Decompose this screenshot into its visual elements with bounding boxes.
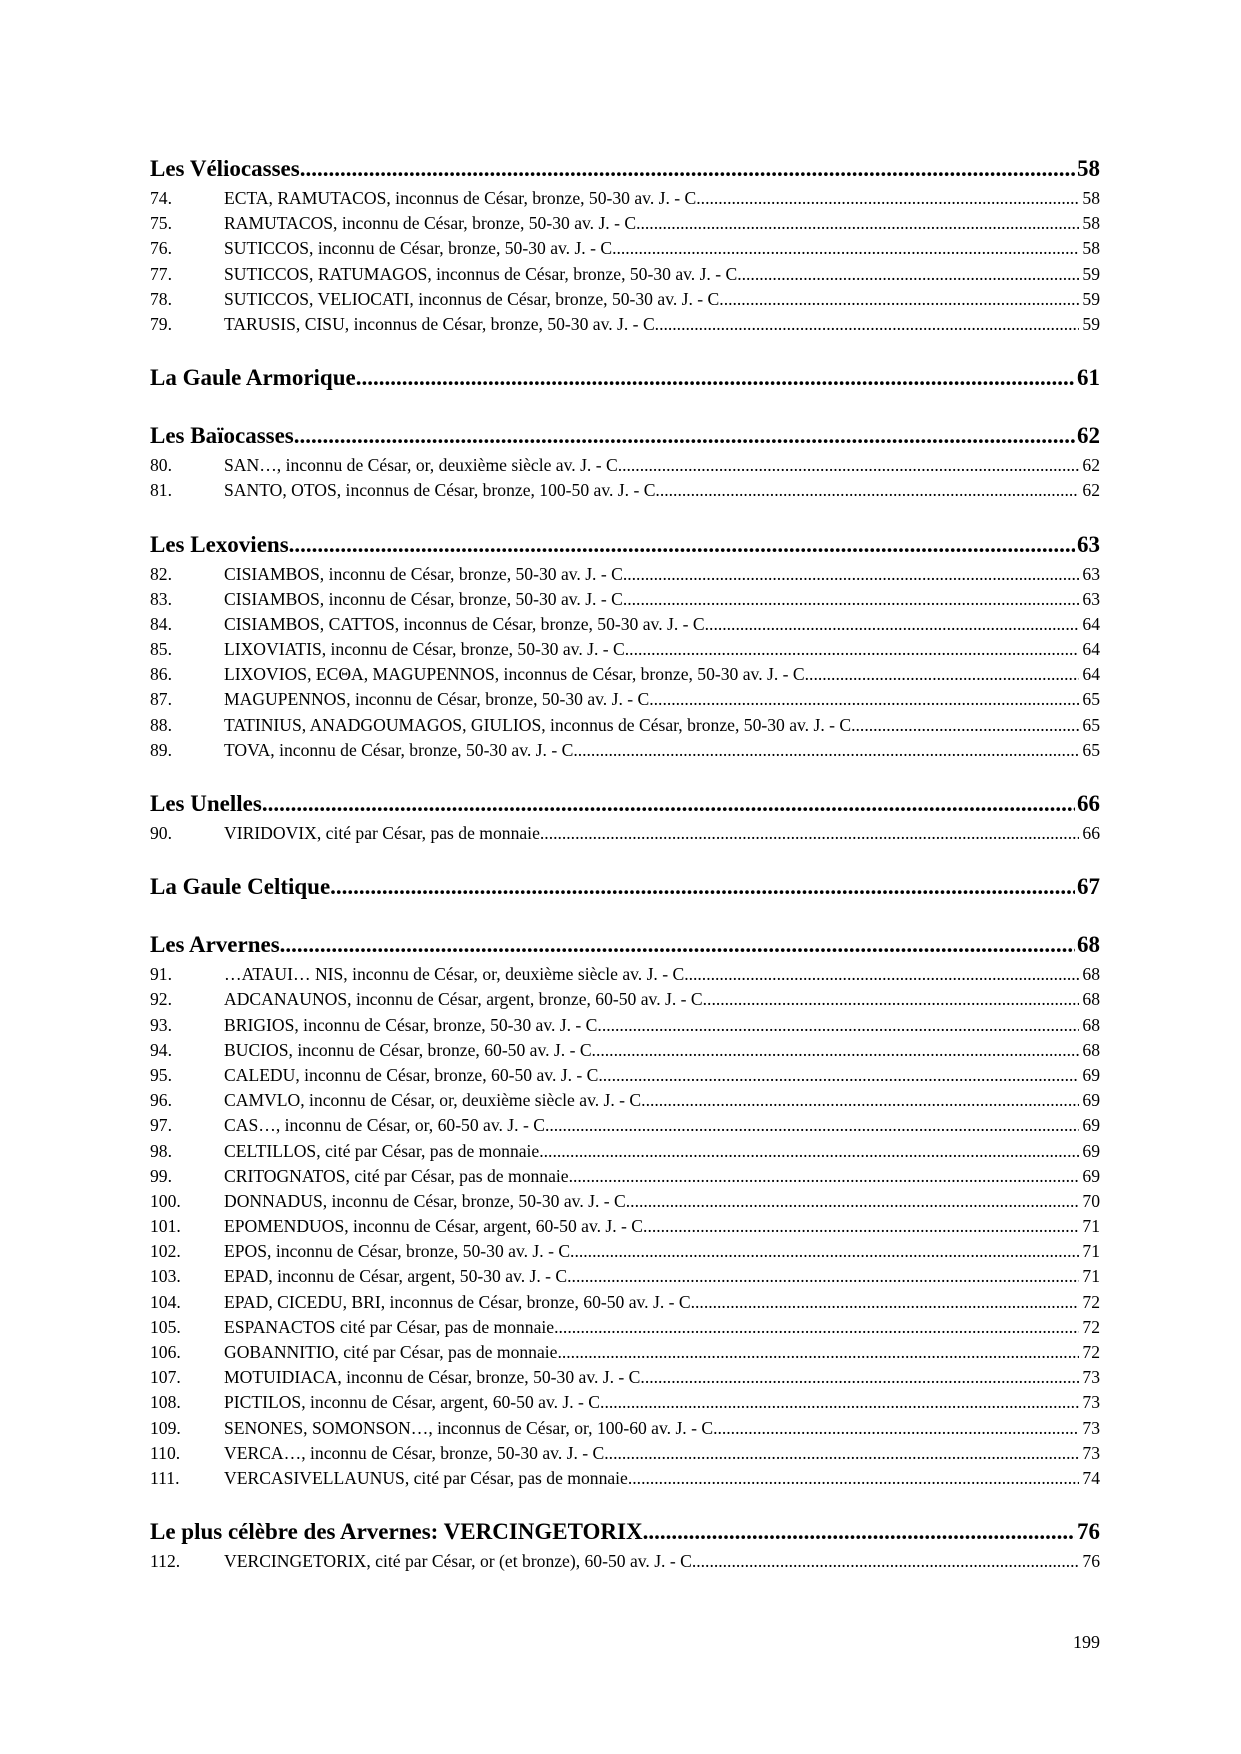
page-number: 199 xyxy=(1073,1632,1100,1652)
toc-entry xyxy=(150,713,1100,738)
entry-number: 76. xyxy=(150,238,172,259)
entry-page: 76 xyxy=(1082,1551,1100,1572)
entry-number: 74. xyxy=(150,188,172,208)
dot-leader xyxy=(289,528,1075,562)
entry-title: GOBANNITIO, cité par César, pas de monnaie xyxy=(224,1342,558,1362)
section-heading xyxy=(150,361,1100,395)
dot-leader xyxy=(627,587,1079,612)
toc-entry xyxy=(150,738,1100,763)
entry-number: 103. xyxy=(150,1266,181,1287)
toc-entry xyxy=(150,637,1100,662)
entry-number: 91. xyxy=(150,964,172,985)
entry-page: 64 xyxy=(1082,613,1100,634)
dot-leader xyxy=(695,1290,1079,1315)
entry-page: 68 xyxy=(1082,1014,1100,1035)
dot-leader xyxy=(742,262,1080,287)
entry-number: 99. xyxy=(150,1165,172,1186)
dot-leader xyxy=(641,211,1080,236)
toc-entry xyxy=(150,1164,1100,1189)
entry-title: SUTICCOS, RATUMAGOS, inconnus de César, bronze, 50-30 av. J. - C. xyxy=(224,263,742,284)
entry-number: 107. xyxy=(150,1367,181,1388)
entry-page: 65 xyxy=(1082,714,1100,735)
entry-number: 79. xyxy=(150,313,172,334)
toc-entry xyxy=(150,1416,1100,1441)
dot-leader xyxy=(604,1390,1079,1415)
entry-page: 69 xyxy=(1082,1165,1100,1186)
dot-leader xyxy=(701,186,1080,211)
toc-entry xyxy=(150,962,1100,987)
entry-page: 58 xyxy=(1082,213,1100,234)
entry-title: SANTO, OTOS, inconnus de César, bronze, 100-50 av. J. - C. xyxy=(224,480,660,501)
dot-leader xyxy=(280,928,1075,962)
entry-number: 101. xyxy=(150,1216,181,1237)
dot-leader xyxy=(654,687,1080,712)
entry-title: SUTICCOS, VELIOCATI, inconnus de César, bronze, 50-30 av. J. - C. xyxy=(224,288,724,309)
entry-number: 112. xyxy=(150,1551,181,1572)
section-page: 62 xyxy=(1077,423,1100,449)
entry-title: VERCA…, inconnu de César, bronze, 50-30 av. J. - C. xyxy=(224,1442,609,1463)
toc-entry xyxy=(150,1038,1100,1063)
toc-entry xyxy=(150,1441,1100,1466)
dot-leader xyxy=(578,738,1080,763)
entry-title: …ATAUI… NIS, inconnu de César, or, deuxième siècle av. J. - C. xyxy=(224,964,689,985)
toc-entry xyxy=(150,562,1100,587)
dot-leader xyxy=(643,1515,1075,1549)
entry-page: 73 xyxy=(1082,1392,1100,1413)
dot-leader xyxy=(809,662,1079,687)
entry-page: 68 xyxy=(1082,964,1100,985)
section-page: 67 xyxy=(1077,874,1100,900)
entry-number: 89. xyxy=(150,739,172,760)
section-title: Les Unelles xyxy=(150,791,262,816)
section-page: 66 xyxy=(1077,791,1100,816)
toc-entry xyxy=(150,1290,1100,1315)
toc-section xyxy=(150,787,1100,846)
entry-title: DONNADUS, inconnu de César, bronze, 50-30 av. J. - C. xyxy=(224,1190,631,1211)
entry-title: VERCASIVELLAUNUS, cité par César, pas de monnaie xyxy=(224,1467,628,1488)
entry-title: CAS…, inconnu de César, or, 60-50 av. J. - C. xyxy=(224,1115,550,1136)
dot-leader xyxy=(557,1340,1079,1365)
entry-title: LIXOVIATIS, inconnu de César, bronze, 50-30 av. J. - C. xyxy=(224,639,630,660)
section-heading xyxy=(150,152,1100,186)
dot-leader xyxy=(645,1365,1080,1390)
entry-page: 69 xyxy=(1082,1140,1100,1161)
entry-page: 72 xyxy=(1082,1291,1100,1312)
toc-entry xyxy=(150,478,1100,503)
toc-entry xyxy=(150,1340,1100,1365)
dot-leader xyxy=(856,713,1080,738)
entry-number: 87. xyxy=(150,689,172,710)
entry-number: 109. xyxy=(150,1417,181,1438)
dot-leader xyxy=(630,1189,1079,1214)
section-gap xyxy=(150,846,1100,870)
entry-page: 72 xyxy=(1082,1316,1100,1337)
section-page: 63 xyxy=(1077,531,1100,557)
entry-page: 66 xyxy=(1082,823,1100,843)
toc-entry xyxy=(150,211,1100,236)
dot-leader xyxy=(646,1088,1080,1113)
entry-title: MAGUPENNOS, inconnu de César, bronze, 50-30 av. J. - C. xyxy=(224,689,654,710)
entry-number: 90. xyxy=(150,823,172,843)
section-heading xyxy=(150,528,1100,562)
toc-entry xyxy=(150,987,1100,1012)
entry-number: 97. xyxy=(150,1115,172,1136)
toc-section xyxy=(150,361,1100,395)
dot-leader xyxy=(549,1113,1079,1138)
dot-leader xyxy=(554,1315,1079,1340)
entry-number: 77. xyxy=(150,263,172,284)
dot-leader xyxy=(300,152,1075,186)
section-heading xyxy=(150,928,1100,962)
entry-title: EPAD, CICEDU, BRI, inconnus de César, bronze, 60-50 av. J. - C. xyxy=(224,1291,696,1312)
section-title: Les Arvernes xyxy=(150,932,280,958)
entry-page: 72 xyxy=(1082,1342,1100,1362)
entry-title: LIXOVIOS, ECΘA, MAGUPENNOS, inconnus de César, bronze, 50-30 av. J. - C. xyxy=(224,664,810,685)
entry-title: PICTILOS, inconnu de César, argent, 60-50 av. J. - C. xyxy=(224,1392,605,1413)
entry-page: 74 xyxy=(1082,1467,1100,1488)
entry-page: 59 xyxy=(1082,313,1100,334)
entry-page: 69 xyxy=(1082,1064,1100,1085)
dot-leader xyxy=(659,312,1079,337)
section-title: Les Véliocasses xyxy=(150,156,300,181)
entry-title: TOVA, inconnu de César, bronze, 50-30 av. J. - C. xyxy=(224,739,578,760)
dot-leader xyxy=(622,453,1079,478)
dot-leader xyxy=(647,1214,1079,1239)
toc-entry xyxy=(150,1113,1100,1138)
toc-entry xyxy=(150,186,1100,211)
entry-number: 102. xyxy=(150,1241,181,1262)
entry-title: CELTILLOS, cité par César, pas de monnaie xyxy=(224,1140,540,1161)
toc-entry xyxy=(150,1390,1100,1415)
entry-page: 70 xyxy=(1082,1190,1100,1211)
dot-leader xyxy=(696,1549,1079,1574)
dot-leader xyxy=(262,787,1075,821)
dot-leader xyxy=(294,419,1075,453)
dot-leader xyxy=(539,1139,1079,1164)
entry-title: CISIAMBOS, inconnu de César, bronze, 50-30 av. J. - C. xyxy=(224,563,628,584)
section-title: Le plus célèbre des Arvernes: VERCINGETORIX xyxy=(150,1519,643,1545)
section-title: Les Lexoviens xyxy=(150,531,289,557)
entry-title: BUCIOS, inconnu de César, bronze, 60-50 av. J. - C. xyxy=(224,1039,596,1060)
entry-page: 64 xyxy=(1082,664,1100,685)
dot-leader xyxy=(596,1038,1079,1063)
entry-number: 93. xyxy=(150,1014,172,1035)
section-gap xyxy=(150,504,1100,528)
entry-title: EPOMENDUOS, inconnu de César, argent, 60-50 av. J. - C. xyxy=(224,1216,648,1237)
section-heading xyxy=(150,419,1100,453)
section-heading xyxy=(150,1515,1100,1549)
toc-entry xyxy=(150,1549,1100,1574)
entry-number: 100. xyxy=(150,1190,181,1211)
section-title: La Gaule Armorique xyxy=(150,365,356,391)
entry-page: 73 xyxy=(1082,1367,1100,1388)
toc-entry xyxy=(150,287,1100,312)
entry-number: 81. xyxy=(150,480,172,501)
section-heading xyxy=(150,787,1100,821)
section-title: Les Baïocasses xyxy=(150,423,294,449)
entry-title: BRIGIOS, inconnu de César, bronze, 50-30 av. J. - C. xyxy=(224,1014,602,1035)
entry-title: CALEDU, inconnu de César, bronze, 60-50 av. J. - C. xyxy=(224,1064,603,1085)
toc-entry xyxy=(150,662,1100,687)
entry-number: 84. xyxy=(150,613,172,634)
entry-title: EPOS, inconnu de César, bronze, 50-30 av. J. - C. xyxy=(224,1241,575,1262)
entry-title: SAN…, inconnu de César, or, deuxième siècle av. J. - C. xyxy=(224,455,623,476)
entry-title: ADCANAUNOS, inconnu de César, argent, bronze, 60-50 av. J. - C. xyxy=(224,989,708,1010)
toc-entry xyxy=(150,1088,1100,1113)
entry-page: 71 xyxy=(1082,1266,1100,1287)
entry-title: TARUSIS, CISU, inconnus de César, bronze, 50-30 av. J. - C. xyxy=(224,313,660,334)
toc-section xyxy=(150,1515,1100,1574)
toc-section xyxy=(150,870,1100,904)
entry-page: 65 xyxy=(1082,689,1100,710)
entry-page: 63 xyxy=(1082,563,1100,584)
entry-title: VIRIDOVIX, cité par César, pas de monnaie xyxy=(224,823,540,843)
entry-number: 96. xyxy=(150,1090,172,1111)
toc-entry xyxy=(150,1063,1100,1088)
entry-number: 86. xyxy=(150,664,172,685)
entry-number: 104. xyxy=(150,1291,181,1312)
dot-leader xyxy=(660,478,1080,503)
toc-section xyxy=(150,528,1100,764)
section-page: 58 xyxy=(1077,156,1100,181)
entry-number: 94. xyxy=(150,1039,172,1060)
toc-entry xyxy=(150,1239,1100,1264)
toc-entry xyxy=(150,821,1100,846)
entry-number: 111. xyxy=(150,1467,180,1488)
dot-leader xyxy=(724,287,1080,312)
entry-page: 58 xyxy=(1082,238,1100,259)
section-heading xyxy=(150,870,1100,904)
entry-number: 95. xyxy=(150,1064,172,1085)
toc-entry xyxy=(150,612,1100,637)
dot-leader xyxy=(569,1164,1080,1189)
entry-title: CAMVLO, inconnu de César, or, deuxième siècle av. J. - C. xyxy=(224,1090,646,1111)
entry-page: 68 xyxy=(1082,989,1100,1010)
entry-page: 59 xyxy=(1082,263,1100,284)
dot-leader xyxy=(709,612,1079,637)
entry-page: 58 xyxy=(1082,188,1100,208)
dot-leader xyxy=(330,870,1075,904)
entry-page: 59 xyxy=(1082,288,1100,309)
entry-page: 69 xyxy=(1082,1115,1100,1136)
toc-entry xyxy=(150,587,1100,612)
dot-leader xyxy=(602,1013,1080,1038)
section-gap xyxy=(150,395,1100,419)
entry-page: 62 xyxy=(1082,480,1100,501)
toc-section xyxy=(150,419,1100,503)
entry-number: 108. xyxy=(150,1392,181,1413)
entry-title: CISIAMBOS, inconnu de César, bronze, 50-30 av. J. - C. xyxy=(224,588,628,609)
entry-page: 68 xyxy=(1082,1039,1100,1060)
entry-number: 88. xyxy=(150,714,172,735)
dot-leader xyxy=(628,1466,1080,1491)
entry-number: 110. xyxy=(150,1442,181,1463)
dot-leader xyxy=(574,1239,1079,1264)
dot-leader xyxy=(356,361,1075,395)
entry-page: 73 xyxy=(1082,1417,1100,1438)
entry-number: 92. xyxy=(150,989,172,1010)
toc-entry xyxy=(150,1013,1100,1038)
entry-page: 69 xyxy=(1082,1090,1100,1111)
section-gap xyxy=(150,1491,1100,1515)
entry-page: 71 xyxy=(1082,1241,1100,1262)
dot-leader xyxy=(689,962,1080,987)
toc-entry xyxy=(150,687,1100,712)
toc-entry xyxy=(150,1365,1100,1390)
dot-leader xyxy=(540,821,1080,846)
entry-page: 73 xyxy=(1082,1442,1100,1463)
table-of-contents xyxy=(150,152,1100,1574)
toc-entry xyxy=(150,453,1100,478)
entry-page: 62 xyxy=(1082,455,1100,476)
entry-page: 64 xyxy=(1082,639,1100,660)
entry-title: CISIAMBOS, CATTOS, inconnus de César, bronze, 50-30 av. J. - C. xyxy=(224,613,710,634)
section-page: 76 xyxy=(1077,1519,1100,1545)
dot-leader xyxy=(617,236,1080,261)
dot-leader xyxy=(572,1264,1080,1289)
toc-entry xyxy=(150,236,1100,261)
toc-entry xyxy=(150,312,1100,337)
entry-title: EPAD, inconnu de César, argent, 50-30 av. J. - C. xyxy=(224,1266,572,1287)
toc-entry xyxy=(150,1189,1100,1214)
entry-title: SENONES, SOMONSON…, inconnus de César, or, 100-60 av. J. - C. xyxy=(224,1417,718,1438)
section-gap xyxy=(150,904,1100,928)
entry-page: 71 xyxy=(1082,1216,1100,1237)
section-gap xyxy=(150,763,1100,787)
section-page: 61 xyxy=(1077,365,1100,391)
entry-page: 65 xyxy=(1082,739,1100,760)
entry-title: SUTICCOS, inconnu de César, bronze, 50-30 av. J. - C. xyxy=(224,238,617,259)
entry-number: 98. xyxy=(150,1140,172,1161)
dot-leader xyxy=(603,1063,1080,1088)
toc-entry xyxy=(150,1264,1100,1289)
section-gap xyxy=(150,337,1100,361)
entry-title: RAMUTACOS, inconnu de César, bronze, 50-30 av. J. - C. xyxy=(224,213,641,234)
entry-number: 106. xyxy=(150,1342,181,1362)
toc-section xyxy=(150,928,1100,1491)
section-page: 68 xyxy=(1077,932,1100,958)
entry-number: 105. xyxy=(150,1316,181,1337)
entry-title: ESPANACTOS cité par César, pas de monnaie xyxy=(224,1316,555,1337)
entry-number: 83. xyxy=(150,588,172,609)
entry-number: 85. xyxy=(150,639,172,660)
dot-leader xyxy=(627,562,1079,587)
dot-leader xyxy=(609,1441,1080,1466)
dot-leader xyxy=(707,987,1079,1012)
entry-number: 80. xyxy=(150,455,172,476)
dot-leader xyxy=(717,1416,1079,1441)
toc-entry xyxy=(150,1466,1100,1491)
entry-page: 63 xyxy=(1082,588,1100,609)
section-title: La Gaule Celtique xyxy=(150,874,331,900)
entry-number: 82. xyxy=(150,563,172,584)
entry-title: TATINIUS, ANADGOUMAGOS, GIULIOS, inconnus de César, bronze, 50-30 av. J. - C. xyxy=(224,714,856,735)
toc-entry xyxy=(150,262,1100,287)
toc-entry xyxy=(150,1139,1100,1164)
entry-title: CRITOGNATOS, cité par César, pas de monnaie xyxy=(224,1165,569,1186)
entry-title: MOTUIDIACA, inconnu de César, bronze, 50-30 av. J. - C. xyxy=(224,1367,645,1388)
toc-entry xyxy=(150,1214,1100,1239)
entry-number: 75. xyxy=(150,213,172,234)
entry-title: VERCINGETORIX, cité par César, or (et bronze), 60-50 av. J. - C. xyxy=(224,1551,697,1572)
dot-leader xyxy=(629,637,1079,662)
entry-title: ECTA, RAMUTACOS, inconnus de César, bronze, 50-30 av. J. - C. xyxy=(224,188,701,208)
toc-entry xyxy=(150,1315,1100,1340)
toc-section xyxy=(150,152,1100,337)
entry-number: 78. xyxy=(150,288,172,309)
